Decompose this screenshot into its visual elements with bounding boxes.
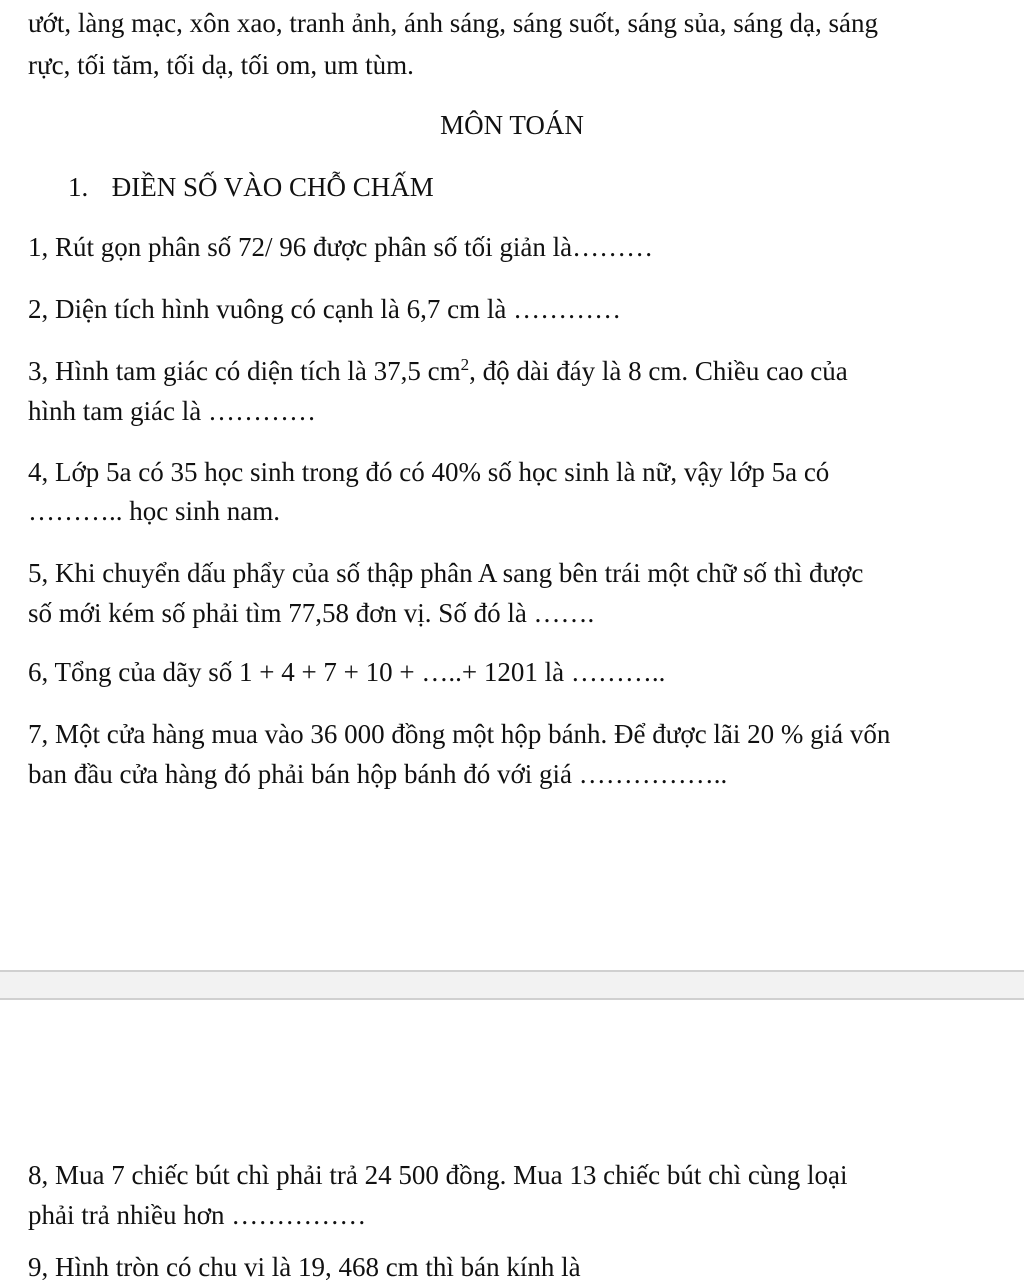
question-3-line-2: hình tam giác là ………… bbox=[28, 396, 316, 426]
question-6: 6, Tổng của dãy số 1 + 4 + 7 + 10 + …..+ 1201 là ……….. bbox=[28, 657, 666, 687]
question-3-text-a: 3, Hình tam giác có diện tích là 37,5 cm bbox=[28, 356, 461, 386]
question-9-partial: 9, Hình tròn có chu vi là 19, 468 cm thì bán kính là bbox=[28, 1252, 581, 1280]
question-1: 1, Rút gọn phân số 72/ 96 được phân số tối giản là……… bbox=[28, 232, 654, 262]
intro-line-1: ướt, làng mạc, xôn xao, tranh ảnh, ánh sáng, sáng suốt, sáng sủa, sáng dạ, sáng bbox=[28, 8, 878, 38]
question-7-line-2: ban đầu cửa hàng đó phải bán hộp bánh đó với giá …………….. bbox=[28, 759, 728, 789]
question-8-line-1: 8, Mua 7 chiếc bút chì phải trả 24 500 đồng. Mua 13 chiếc bút chì cùng loại bbox=[28, 1160, 848, 1190]
question-5-line-2: số mới kém số phải tìm 77,58 đơn vị. Số đó là ……. bbox=[28, 598, 595, 628]
question-2: 2, Diện tích hình vuông có cạnh là 6,7 cm là ………… bbox=[28, 294, 622, 324]
question-5-line-1: 5, Khi chuyển dấu phẩy của số thập phân A sang bên trái một chữ số thì được bbox=[28, 558, 864, 588]
question-4-line-2: ……….. học sinh nam. bbox=[28, 496, 280, 526]
superscript-2: 2 bbox=[460, 355, 470, 374]
page-break-gap bbox=[0, 970, 1024, 1000]
section-number: 1. bbox=[68, 172, 89, 202]
question-3-text-b: , độ dài đáy là 8 cm. Chiều cao của bbox=[469, 356, 848, 386]
subject-title: MÔN TOÁN bbox=[440, 110, 584, 140]
document-page-2 bbox=[0, 1000, 1024, 1280]
question-8-line-2: phải trả nhiều hơn …………… bbox=[28, 1200, 367, 1230]
question-3-line-1 bbox=[28, 354, 848, 388]
section-heading bbox=[68, 170, 434, 204]
intro-line-2: rực, tối tăm, tối dạ, tối om, um tùm. bbox=[28, 50, 414, 80]
question-4-line-1: 4, Lớp 5a có 35 học sinh trong đó có 40% số học sinh là nữ, vậy lớp 5a có bbox=[28, 457, 830, 487]
section-title: ĐIỀN SỐ VÀO CHỖ CHẤM bbox=[111, 172, 434, 202]
question-7-line-1: 7, Một cửa hàng mua vào 36 000 đồng một hộp bánh. Để được lãi 20 % giá vốn bbox=[28, 719, 891, 749]
